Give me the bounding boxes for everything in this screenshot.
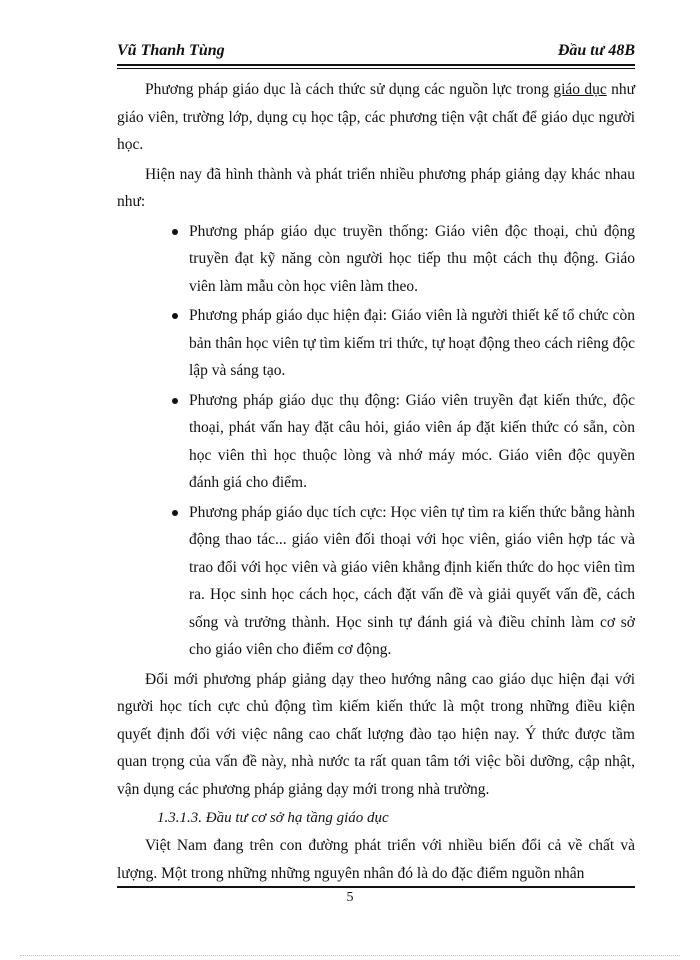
paragraph-1-text-b: như giáo viên, trường lớp, dụng cụ học tập, các phương tiện vật chất để giáo dục người học. — [117, 81, 635, 153]
header-author: Vũ Thanh Tùng — [117, 42, 225, 59]
header-class: Đầu tư 48B — [557, 42, 635, 59]
list-item-text: Phương pháp giáo dục thụ động: Giáo viên truyền đạt kiến thức, độc thoại, phát vấn hay đặt câu hỏi, giáo viên áp đặt kiến thức có sẵn, còn học viên thì học thuộc lòng và nhớ máy móc. Giáo viên độc quyền đánh giá cho điểm. — [189, 391, 635, 491]
page-break-line — [20, 955, 680, 956]
bullet-icon — [172, 229, 178, 235]
section-subheading: 1.3.1.3. Đầu tư cơ sở hạ tầng giáo dục — [157, 810, 389, 826]
list-item-text: Phương pháp giáo dục tích cực: Học viên tự tìm ra kiến thức bằng hành động thao tác... giáo viên đối thoại với học viên, giáo viên hợp tác và trao đổi với học viên và giáo viên khẳng định kiến thức do học viên tìm ra. Học sinh học cách học, cách đặt vấn đề và giải quyết vấn đề, cách sống và trưởng thành. Học sinh tự đánh giá và điều chỉnh làm cơ sở cho giáo viên cho điểm cơ động. — [189, 503, 635, 658]
list-item-text: Phương pháp giáo dục truyền thống: Giáo viên độc thoại, chủ động truyền đạt kỹ năng còn người học tiếp thu một cách thụ động. Giáo viên làm mẫu còn học viên làm theo. — [189, 222, 635, 295]
methods-list — [117, 218, 635, 664]
list-item-text: Phương pháp giáo dục hiện đại: Giáo viên là người thiết kế tổ chức còn bản thân học viên tự tìm kiếm tri thức, tự hoạt động theo cách riêng độc lập và sáng tạo. — [189, 307, 635, 379]
footer-rule — [117, 886, 635, 888]
header-rule-thin — [117, 68, 635, 69]
header-rule — [117, 64, 635, 66]
bullet-icon — [172, 313, 178, 319]
list-item — [117, 387, 635, 497]
bullet-icon — [172, 510, 178, 516]
paragraph-4: Việt Nam đang trên con đường phát triển với nhiều biến đổi cả về chất và lượng. Một trong những những nguyên nhân đó là do đặc điểm nguồn nhân — [117, 837, 635, 882]
education-link[interactable]: giáo dục — [553, 81, 607, 98]
list-item — [117, 499, 635, 664]
paragraph-1 — [117, 76, 635, 159]
list-item — [117, 218, 635, 301]
bullet-icon — [172, 398, 178, 404]
paragraph-3: Đổi mới phương pháp giảng dạy theo hướng nâng cao giáo dục hiện đại với người học tích cực chủ động tìm kiếm kiến thức là một trong những điều kiện quyết định đối với việc nâng cao chất lượng đào tạo hiện nay. Ý thức được tầm quan trọng của vấn đề này, nhà nước ta rất quan tâm tới việc bồi dưỡng, cập nhật, vận dụng các phương pháp giảng dạy mới trong nhà trường. — [117, 670, 635, 798]
list-item — [117, 302, 635, 385]
paragraph-2: Hiện nay đã hình thành và phát triển nhiều phương pháp giảng dạy khác nhau như: — [117, 165, 635, 210]
document-body — [117, 76, 635, 889]
paragraph-1-text-a: Phương pháp giáo dục là cách thức sử dụng các nguồn lực trong — [145, 81, 554, 98]
page-number: 5 — [346, 890, 354, 905]
